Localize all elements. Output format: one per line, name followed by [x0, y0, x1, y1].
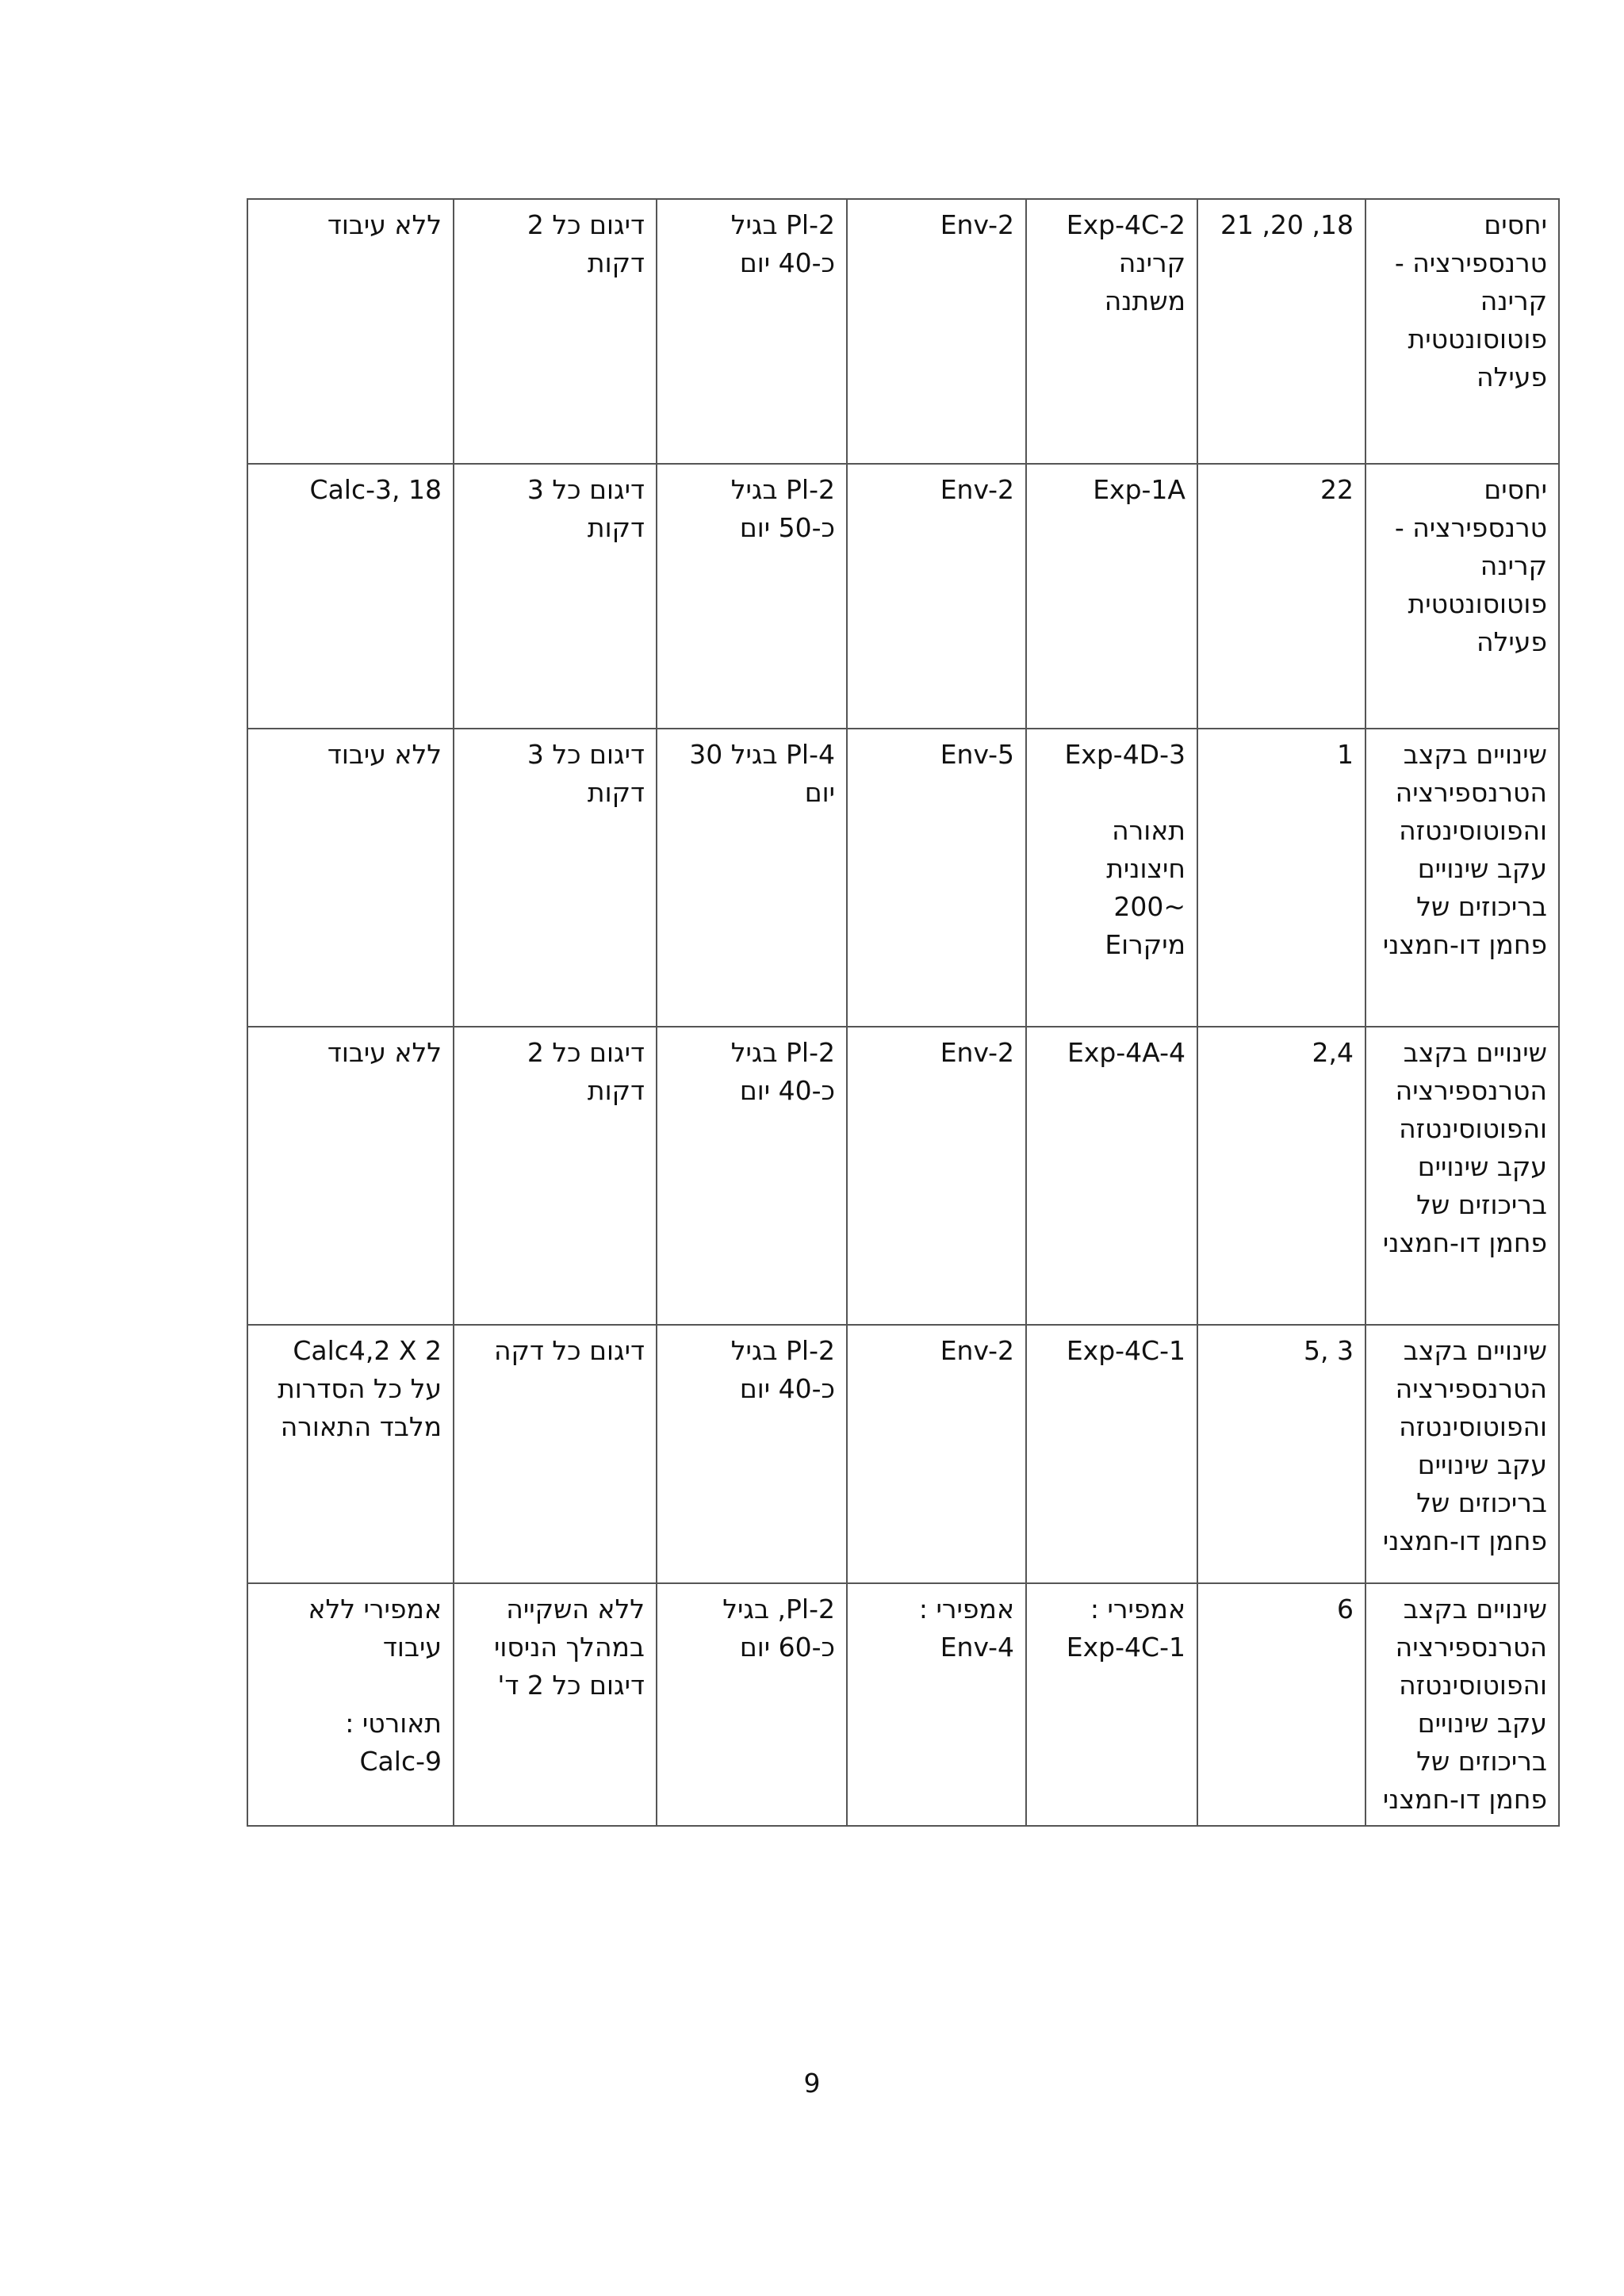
sampling-cell: ללא השקייה במהלך הניסוי דיגום כל 2 ד' — [454, 1583, 657, 1826]
calculation-cell: ללא עיבוד — [247, 199, 454, 464]
topic-cell: שינויים בקצב הטרנספירציה והפוטוסינטזה עקב שינויים בריכוזים של פחמן דו-חמצני — [1365, 1027, 1559, 1325]
sampling-cell: דיגום כל 3 דקות — [454, 729, 657, 1027]
environment-cell: Env-2 — [847, 1027, 1026, 1325]
topic-cell: שינויים בקצב הטרנספירציה והפוטוסינטזה עקב שינויים בריכוזים של פחמן דו-חמצני — [1365, 729, 1559, 1027]
experiment-cell: Exp-4D-3 תאורה חיצונית ~200 מיקרוE — [1026, 729, 1197, 1027]
plant-cell: Pl-2, בגיל כ-60 יום — [657, 1583, 847, 1826]
calculation-cell: ללא עיבוד — [247, 729, 454, 1027]
reference-cell: 1 — [1197, 729, 1365, 1027]
plant-cell: Pl-2 בגיל כ-50 יום — [657, 464, 847, 729]
table-row — [247, 729, 1559, 1027]
plant-cell: Pl-2 בגיל כ-40 יום — [657, 199, 847, 464]
experiment-cell: Exp-4A-4 — [1026, 1027, 1197, 1325]
plant-cell: Pl-2 בגיל כ-40 יום — [657, 1027, 847, 1325]
topic-cell: שינויים בקצב הטרנספירציה והפוטוסינטזה עקב שינויים בריכוזים של פחמן דו-חמצני — [1365, 1583, 1559, 1826]
experiment-cell: אמפירי : 1-Exp-4C — [1026, 1583, 1197, 1826]
calculation-cell: Calc4,2 X 2 על כל הסדרות מלבד התאורה — [247, 1325, 454, 1583]
experiment-cell: 2-Exp-4C קרינה משתנה — [1026, 199, 1197, 464]
topic-cell: שינויים בקצב הטרנספירציה והפוטוסינטזה עקב שינויים בריכוזים של פחמן דו-חמצני — [1365, 1325, 1559, 1583]
table-row — [247, 1027, 1559, 1325]
reference-cell: 2,4 — [1197, 1027, 1365, 1325]
reference-cell: 3 ,5 — [1197, 1325, 1365, 1583]
experiment-cell: Exp-4C-1 — [1026, 1325, 1197, 1583]
environment-cell: Env-2 — [847, 1325, 1026, 1583]
reference-cell: 6 — [1197, 1583, 1365, 1826]
topic-cell: יחסים טרנספירציה - קרינה פוטוסונטטית פעילה — [1365, 199, 1559, 464]
calculation-cell: ללא עיבוד — [247, 1027, 454, 1325]
table-row — [247, 199, 1559, 464]
sampling-cell: דיגום כל 2 דקות — [454, 199, 657, 464]
table-row — [247, 1583, 1559, 1826]
experiment-cell: Exp-1A — [1026, 464, 1197, 729]
plant-cell: Pl-4 בגיל 30 יום — [657, 729, 847, 1027]
table-row — [247, 464, 1559, 729]
table-row — [247, 1325, 1559, 1583]
reference-cell: 22 — [1197, 464, 1365, 729]
plant-cell: Pl-2 בגיל כ-40 יום — [657, 1325, 847, 1583]
reference-cell: 18, 20, 21 — [1197, 199, 1365, 464]
calculation-cell: אמפירי ללא עיבוד תאורטי : Calc-9 — [247, 1583, 454, 1826]
environment-cell: Env-2 — [847, 199, 1026, 464]
sampling-cell: דיגום כל 2 דקות — [454, 1027, 657, 1325]
calculation-cell: Calc-3, 18 — [247, 464, 454, 729]
page-number: 9 — [803, 2068, 821, 2099]
environment-cell: אמפירי : Env-4 — [847, 1583, 1026, 1826]
sampling-cell: דיגום כל דקה — [454, 1325, 657, 1583]
environment-cell: Env-5 — [847, 729, 1026, 1027]
experiments-table — [247, 198, 1560, 1827]
environment-cell: Env-2 — [847, 464, 1026, 729]
topic-cell: יחסים טרנספירציה - קרינה פוטוסונטטית פעילה — [1365, 464, 1559, 729]
sampling-cell: דיגום כל 3 דקות — [454, 464, 657, 729]
